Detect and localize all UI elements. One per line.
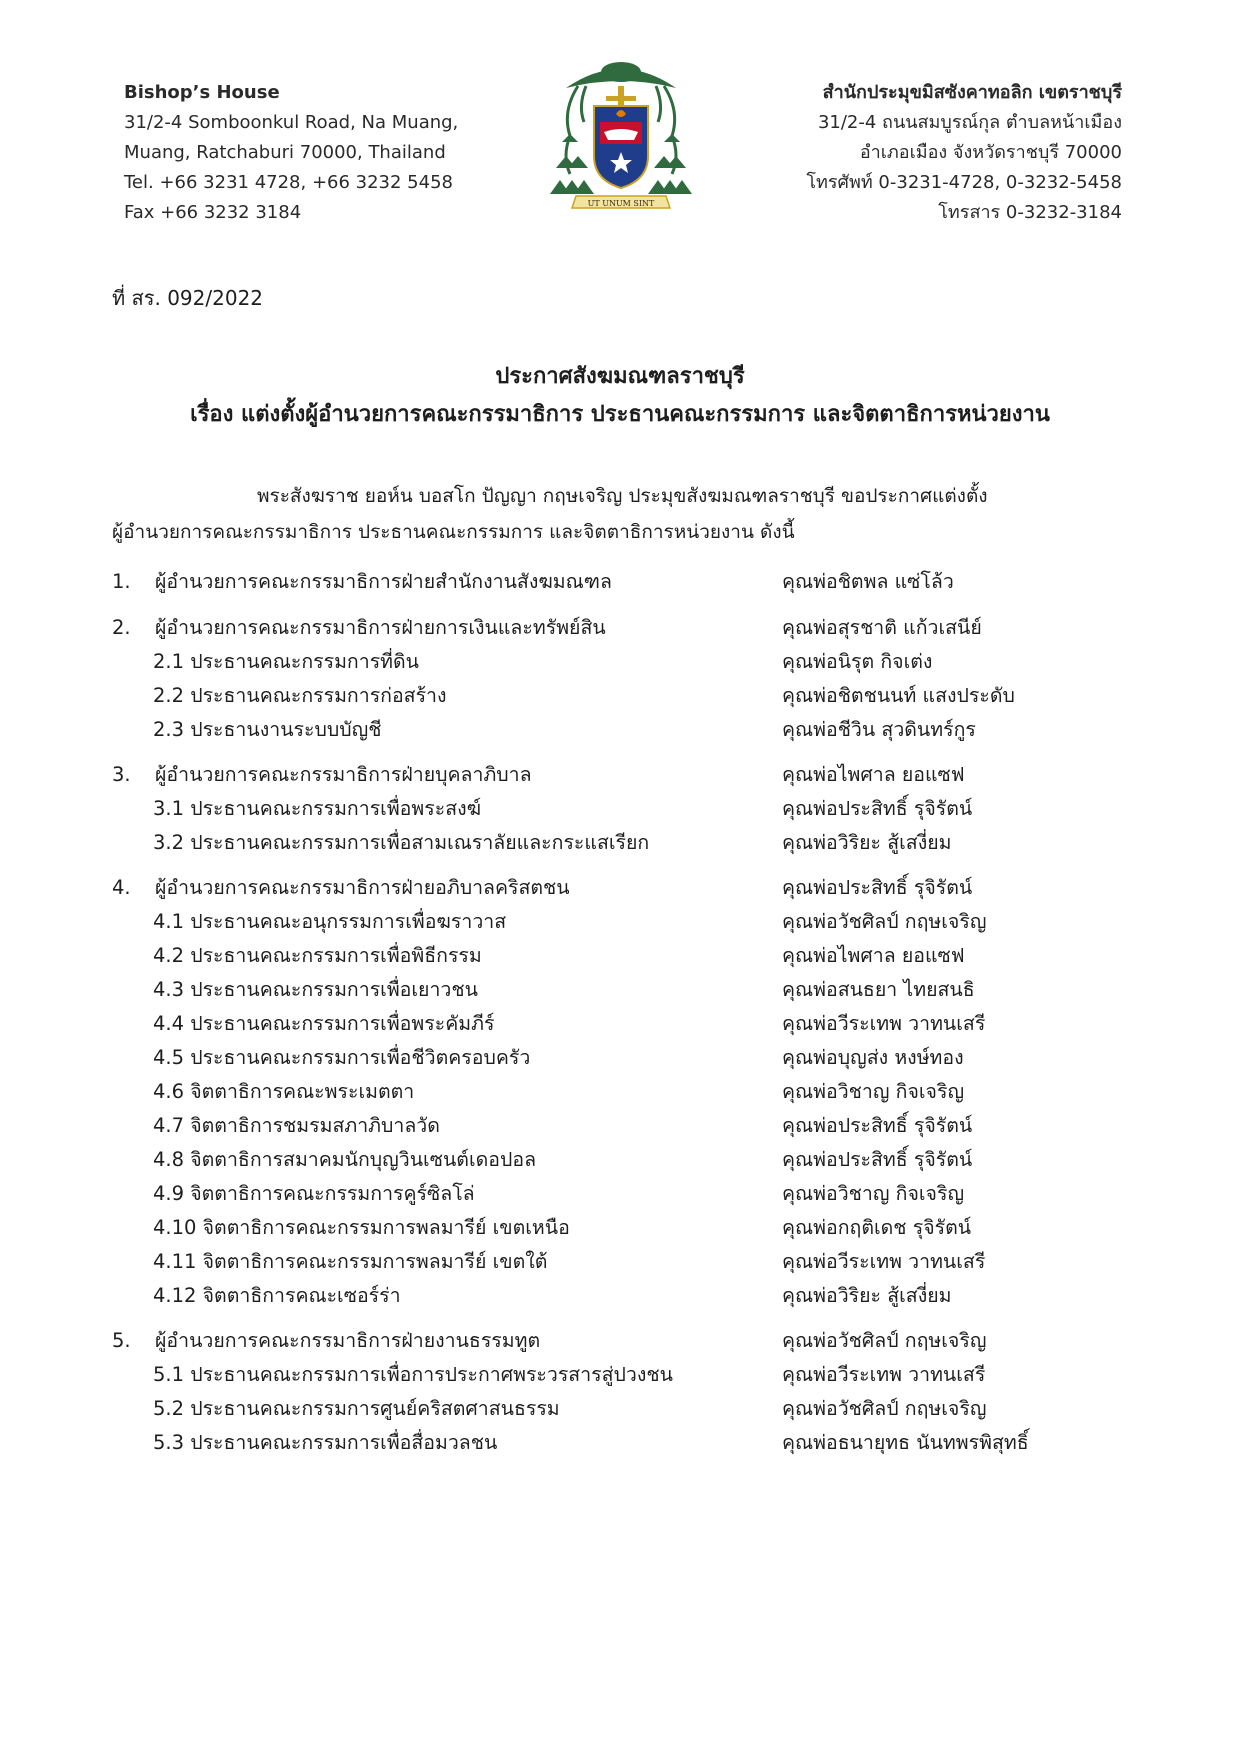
appointment-number: 4. — [112, 876, 131, 899]
appointment-row — [0, 1245, 1240, 1279]
appointment-position: 2.1 ประธานคณะกรรมการที่ดิน — [153, 650, 420, 673]
appointee-name: คุณพ่อวีระเทพ วาทนเสรี — [782, 1250, 986, 1273]
crest-motto: UT UNUM SINT — [587, 199, 655, 208]
appointment-position: ผู้อำนวยการคณะกรรมาธิการฝ่ายบุคลาภิบาล — [155, 763, 532, 786]
appointee-name: คุณพ่อบุญส่ง หงษ์ทอง — [782, 1046, 964, 1069]
appointee-name: คุณพ่อชีวิน สุวดินทร์กูร — [782, 718, 976, 741]
phone-line: Tel. +66 3231 4728, +66 3232 5458 — [124, 172, 453, 193]
appointment-row — [0, 1279, 1240, 1313]
appointee-name: คุณพ่อธนายุทธ นันทพรพิสุทธิ์ — [782, 1431, 1029, 1454]
bishop-coat-of-arms — [548, 56, 694, 216]
appointment-row — [0, 1109, 1240, 1143]
appointment-position: 4.6 จิตตาธิการคณะพระเมตตา — [153, 1080, 415, 1103]
announcement-subject: เรื่อง แต่งตั้งผู้อำนวยการคณะกรรมาธิการ ประธานคณะกรรมการ และจิตตาธิการหน่วยงาน — [190, 402, 1050, 427]
fax-line-thai: โทรสาร 0-3232-3184 — [938, 202, 1122, 223]
appointment-row — [0, 792, 1240, 826]
appointment-position: 4.10 จิตตาธิการคณะกรรมการพลมารีย์ เขตเหนือ — [153, 1216, 570, 1239]
appointee-name: คุณพ่อวีระเทพ วาทนเสรี — [782, 1012, 986, 1035]
appointment-position: 4.9 จิตตาธิการคณะกรรมการคูร์ซิลโล่ — [153, 1182, 475, 1205]
appointee-name: คุณพ่อวิริยะ สู้เสงี่ยม — [782, 1284, 952, 1307]
appointee-name: คุณพ่อวัชศิลป์ กฤษเจริญ — [782, 1397, 987, 1420]
appointment-row — [0, 679, 1240, 713]
appointee-name: คุณพ่อประสิทธิ์ รุจิรัตน์ — [782, 797, 973, 820]
appointment-row — [0, 826, 1240, 860]
phone-line-thai: โทรศัพท์ 0-3231-4728, 0-3232-5458 — [806, 172, 1122, 193]
address-line-thai: 31/2-4 ถนนสมบูรณ์กุล ตำบลหน้าเมือง — [817, 112, 1122, 133]
appointment-position: 5.1 ประธานคณะกรรมการเพื่อการประกาศพระวรสารสู่ปวงชน — [153, 1363, 673, 1386]
appointment-position: 4.8 จิตตาธิการสมาคมนักบุญวินเซนต์เดอปอล — [153, 1148, 537, 1171]
appointment-row — [0, 1211, 1240, 1245]
appointment-row — [0, 973, 1240, 1007]
appointee-name: คุณพ่อไพศาล ยอแซฟ — [782, 763, 965, 786]
intro-line: ผู้อำนวยการคณะกรรมาธิการ ประธานคณะกรรมการ และจิตตาธิการหน่วยงาน ดังนี้ — [112, 521, 795, 543]
appointment-position: ผู้อำนวยการคณะกรรมาธิการฝ่ายอภิบาลคริสตชน — [155, 876, 570, 899]
appointment-position: 4.12 จิตตาธิการคณะเซอร์ร่า — [153, 1284, 401, 1307]
appointment-row — [0, 1324, 1240, 1358]
appointee-name: คุณพ่อประสิทธิ์ รุจิรัตน์ — [782, 1114, 973, 1137]
appointment-row — [0, 871, 1240, 905]
announcement-title: ประกาศสังฆมณฑลราชบุรี — [495, 364, 745, 389]
announcement-heading — [0, 358, 1240, 434]
appointment-position: ผู้อำนวยการคณะกรรมาธิการฝ่ายสำนักงานสังฆมณฑล — [155, 570, 612, 593]
appointment-row — [0, 1392, 1240, 1426]
appointment-position: 5.3 ประธานคณะกรรมการเพื่อสื่อมวลชน — [153, 1431, 498, 1454]
letterhead-thai — [806, 78, 1122, 228]
address-line: Muang, Ratchaburi 70000, Thailand — [124, 142, 446, 163]
address-line-thai: อำเภอเมือง จังหวัดราชบุรี 70000 — [859, 142, 1122, 163]
appointee-name: คุณพ่อวัชศิลป์ กฤษเจริญ — [782, 1329, 987, 1352]
appointee-name: คุณพ่อประสิทธิ์ รุจิรัตน์ — [782, 876, 973, 899]
letterhead-org-name: Bishop’s House — [124, 82, 280, 103]
appointee-name: คุณพ่อวิชาญ กิจเจริญ — [782, 1080, 965, 1103]
appointment-position: 4.1 ประธานคณะอนุกรรมการเพื่อฆราวาส — [153, 910, 507, 933]
appointment-position: 3.2 ประธานคณะกรรมการเพื่อสามเณราลัยและกระแสเรียก — [153, 831, 650, 854]
appointee-name: คุณพ่อนิรุต กิจเต่ง — [782, 650, 933, 673]
appointment-position: 4.5 ประธานคณะกรรมการเพื่อชีวิตครอบครัว — [153, 1046, 531, 1069]
appointment-number: 2. — [112, 616, 131, 639]
letterhead-english — [124, 78, 458, 228]
letterhead-org-name-thai: สำนักประมุขมิสซังคาทอลิก เขตราชบุรี — [822, 82, 1122, 103]
appointment-row — [0, 645, 1240, 679]
appointment-position: 4.11 จิตตาธิการคณะกรรมการพลมารีย์ เขตใต้ — [153, 1250, 548, 1273]
appointment-row — [0, 1075, 1240, 1109]
appointment-number: 5. — [112, 1329, 131, 1352]
appointment-row — [0, 1426, 1240, 1460]
appointee-name: คุณพ่อกฤติเดช รุจิรัตน์ — [782, 1216, 972, 1239]
appointee-name: คุณพ่อสนธยา ไทยสนธิ — [782, 978, 975, 1001]
appointment-row — [0, 1041, 1240, 1075]
appointment-row — [0, 1177, 1240, 1211]
document-reference-number: ที่ สร. 092/2022 — [112, 286, 264, 310]
appointment-row — [0, 713, 1240, 747]
appointment-row — [0, 565, 1240, 599]
appointee-name: คุณพ่อวัชศิลป์ กฤษเจริญ — [782, 910, 987, 933]
appointment-position: ผู้อำนวยการคณะกรรมาธิการฝ่ายงานธรรมทูต — [155, 1329, 541, 1352]
appointment-number: 1. — [112, 570, 131, 593]
appointment-position: 2.2 ประธานคณะกรรมการก่อสร้าง — [153, 684, 447, 707]
appointee-name: คุณพ่อวีระเทพ วาทนเสรี — [782, 1363, 986, 1386]
appointment-row — [0, 1358, 1240, 1392]
appointment-row — [0, 905, 1240, 939]
appointment-row — [0, 611, 1240, 645]
appointee-name: คุณพ่อชิตชนนท์ แสงประดับ — [782, 684, 1015, 707]
appointment-position: 3.1 ประธานคณะกรรมการเพื่อพระสงฆ์ — [153, 797, 482, 820]
address-line: 31/2-4 Somboonkul Road, Na Muang, — [124, 112, 459, 133]
appointment-row — [0, 1007, 1240, 1041]
appointment-position: 5.2 ประธานคณะกรรมการศูนย์คริสตศาสนธรรม — [153, 1397, 560, 1420]
appointee-name: คุณพ่อวิริยะ สู้เสงี่ยม — [782, 831, 952, 854]
intro-paragraph — [112, 478, 1122, 550]
intro-line: พระสังฆราช ยอห์น บอสโก ปัญญา กฤษเจริญ ประมุขสังฆมณฑลราชบุรี ขอประกาศแต่งตั้ง — [257, 485, 988, 507]
appointment-position: 2.3 ประธานงานระบบบัญชี — [153, 718, 382, 741]
appointment-position: 4.4 ประธานคณะกรรมการเพื่อพระคัมภีร์ — [153, 1012, 495, 1035]
appointee-name: คุณพ่อวิชาญ กิจเจริญ — [782, 1182, 965, 1205]
appointment-row — [0, 758, 1240, 792]
appointee-name: คุณพ่อไพศาล ยอแซฟ — [782, 944, 965, 967]
appointment-position: 4.2 ประธานคณะกรรมการเพื่อพิธีกรรม — [153, 944, 482, 967]
appointment-position: 4.7 จิตตาธิการชมรมสภาภิบาลวัด — [153, 1114, 440, 1137]
appointment-row — [0, 939, 1240, 973]
appointment-row — [0, 1143, 1240, 1177]
appointee-name: คุณพ่อสุรชาติ แก้วเสนีย์ — [782, 616, 982, 639]
appointment-position: 4.3 ประธานคณะกรรมการเพื่อเยาวชน — [153, 978, 478, 1001]
appointment-position: ผู้อำนวยการคณะกรรมาธิการฝ่ายการเงินและทรัพย์สิน — [155, 616, 606, 639]
appointment-number: 3. — [112, 763, 131, 786]
appointee-name: คุณพ่อชิตพล แซ่โล้ว — [782, 570, 954, 593]
appointee-name: คุณพ่อประสิทธิ์ รุจิรัตน์ — [782, 1148, 973, 1171]
fax-line: Fax +66 3232 3184 — [124, 202, 302, 223]
